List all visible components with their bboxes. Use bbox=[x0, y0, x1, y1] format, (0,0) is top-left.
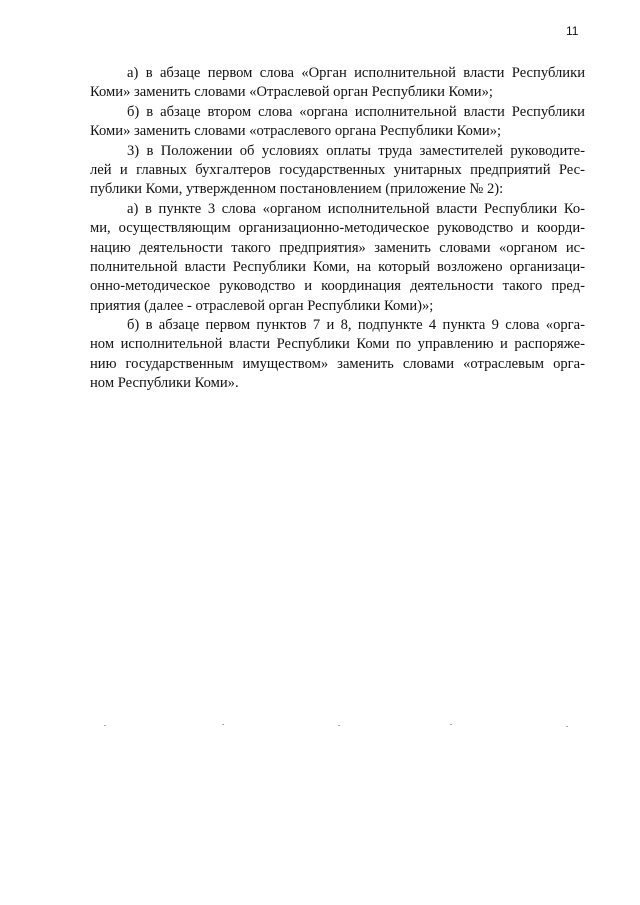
scan-speck bbox=[104, 725, 106, 726]
text-line: нацию деятельности такого предприятия» заменить словами «органом ис- bbox=[90, 239, 585, 256]
paragraph bbox=[90, 200, 585, 316]
text-line: ном Республики Коми». bbox=[90, 375, 239, 392]
scan-speck bbox=[338, 725, 340, 726]
text-line: приятия (далее - отраслевой орган Республики Коми)»; bbox=[90, 297, 434, 314]
page-number: 11 bbox=[566, 24, 579, 38]
scan-speck bbox=[450, 724, 452, 725]
document-body bbox=[90, 64, 585, 394]
scan-speck bbox=[566, 726, 568, 727]
text-line: нию государственным имуществом» заменить словами «отраслевым орга- bbox=[90, 355, 585, 372]
text-line: публики Коми, утвержденном постановлением (приложение № 2): bbox=[90, 181, 504, 198]
text-line: онно-методическое руководство и координация деятельности такого пред- bbox=[90, 278, 585, 295]
text-line: ном исполнительной власти Республики Коми по управлению и распоряже- bbox=[90, 336, 585, 353]
text-line: б) в абзаце первом пунктов 7 и 8, подпункте 4 пункта 9 слова «орга- bbox=[127, 317, 585, 334]
text-line: лей и главных бухгалтеров государственных унитарных предприятий Рес- bbox=[90, 161, 585, 178]
paragraph bbox=[90, 316, 585, 394]
paragraph bbox=[90, 103, 585, 142]
scan-speck bbox=[222, 724, 224, 725]
paragraph bbox=[90, 142, 585, 200]
scan-specks bbox=[0, 722, 640, 730]
text-line: полнительной власти Республики Коми, на который возложено организаци- bbox=[90, 258, 585, 275]
paragraph bbox=[90, 64, 585, 103]
text-line: а) в абзаце первом слова «Орган исполнительной власти Республики bbox=[127, 65, 585, 81]
text-line: ми, осуществляющим организационно-методическое руководство и коорди- bbox=[90, 220, 585, 237]
text-line: б) в абзаце втором слова «органа исполнительной власти Республики bbox=[127, 103, 585, 120]
text-line: а) в пункте 3 слова «органом исполнительной власти Республики Ко- bbox=[127, 200, 585, 217]
text-line: 3) в Положении об условиях оплаты труда заместителей руководите- bbox=[127, 142, 585, 159]
text-line: Коми» заменить словами «Отраслевой орган Республики Коми»; bbox=[90, 84, 493, 101]
text-line: Коми» заменить словами «отраслевого органа Республики Коми»; bbox=[90, 123, 502, 140]
